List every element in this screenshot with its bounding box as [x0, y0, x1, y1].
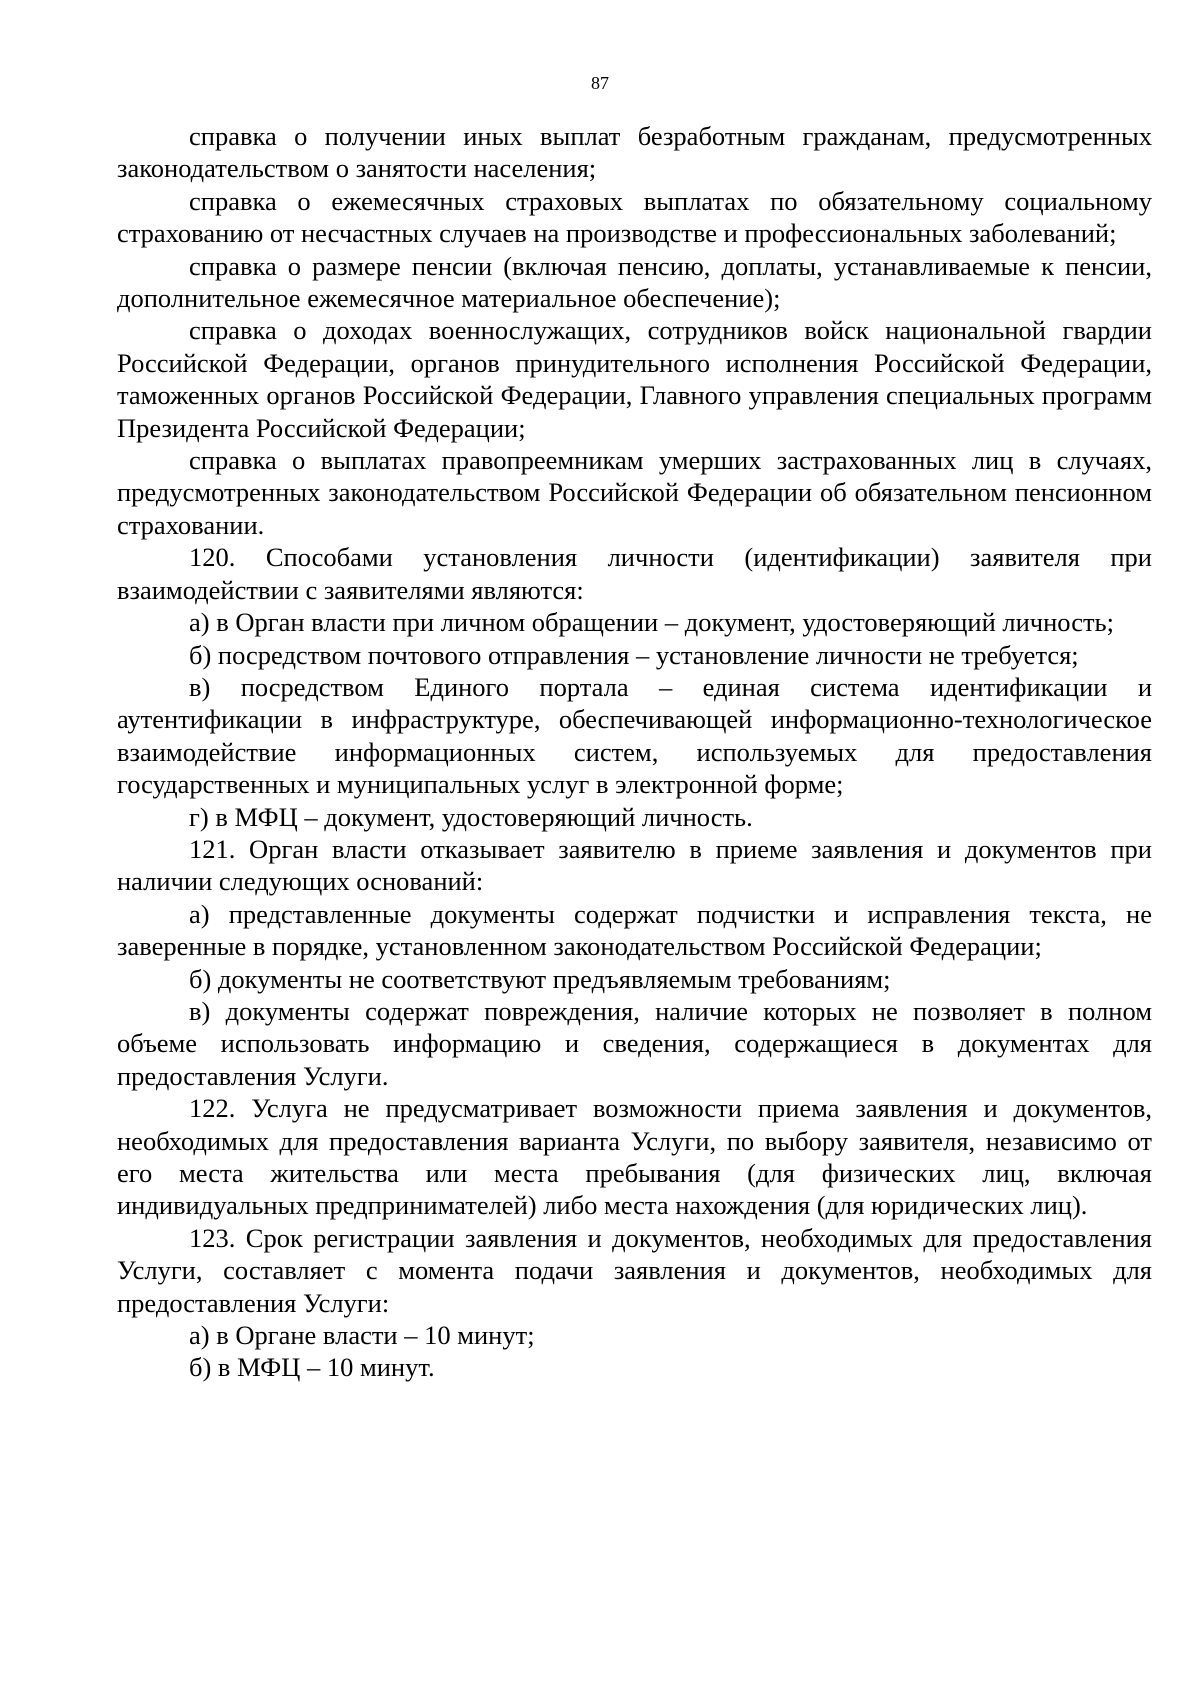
document-body — [117, 120, 1152, 1384]
paragraph-pension-amount: справка о размере пенсии (включая пенсию, доплаты, устанавливаемые к пенсии, дополнительное ежемесячное материальное обеспечение); — [117, 250, 1152, 314]
list-item-120-b: б) посредством почтового отправления – установление личности не требуется; — [189, 639, 1079, 670]
paragraph-military-income: справка о доходах военнослужащих, сотрудников войск национальной гвардии Российской Федерации, органов принудительного исполнения Российской Федерации, таможенных органов Российской Федерации, Главного управления специальных программ Президента Российской Федерации; — [117, 315, 1152, 443]
paragraph-120-identification: 120. Способами установления личности (идентификации) заявителя при взаимодействии с заявителями являются: — [117, 542, 1152, 605]
paragraph-122-extraterritorial: 122. Услуга не предусматривает возможности приема заявления и документов, необходимых для предоставления варианта Услуги, по выбору заявителя, независимо от его места жительства или места пребывания (для физических лиц, включая индивидуальных предпринимателей) либо места нахождения (для юридических лиц). — [117, 1093, 1152, 1221]
list-item-120-v: в) посредством Единого портала – единая система идентификации и аутентификации в инфраструктуре, обеспечивающей информационно-технологическое взаимодействие информационных систем, используемых для предоставления государственных и муниципальных услуг в электронной форме; — [117, 671, 1152, 800]
list-item-123-b: б) в МФЦ – 10 минут. — [189, 1352, 435, 1383]
list-item-121-a: а) представленные документы содержат подчистки и исправления текста, не заверенные в порядке, установленном законодательством Российской Федерации; — [117, 898, 1152, 962]
page-number: 87 — [591, 73, 609, 93]
paragraph-123-registration-term: 123. Срок регистрации заявления и документов, необходимых для предоставления Услуги, составляет с момента подачи заявления и документов, необходимых для предоставления Услуги: — [117, 1222, 1152, 1318]
list-item-123-a: а) в Органе власти – 10 минут; — [189, 1320, 535, 1351]
list-item-120-g: г) в МФЦ – документ, удостоверяющий личность. — [189, 801, 753, 832]
paragraph-unemployment-payments: справка о получении иных выплат безработным гражданам, предусмотренных законодательством о занятости населения; — [117, 121, 1152, 184]
paragraph-successor-payments: справка о выплатах правопреемникам умерших застрахованных лиц в случаях, предусмотренных законодательством Российской Федерации об обязательном пенсионном страховании. — [117, 445, 1152, 540]
list-item-121-v: в) документы содержат повреждения, наличие которых не позволяет в полном объеме использовать информацию и сведения, содержащиеся в документах для предоставления Услуги. — [117, 995, 1152, 1091]
paragraph-121-refusal: 121. Орган власти отказывает заявителю в приеме заявления и документов при наличии следующих оснований: — [117, 833, 1152, 897]
list-item-120-a: а) в Орган власти при личном обращении – документ, удостоверяющий личность; — [189, 607, 1114, 638]
list-item-121-b: б) документы не соответствуют предъявляемым требованиям; — [189, 963, 891, 994]
paragraph-insurance-payments: справка о ежемесячных страховых выплатах по обязательному социальному страхованию от несчастных случаев на производстве и профессиональных заболеваний; — [117, 185, 1152, 249]
